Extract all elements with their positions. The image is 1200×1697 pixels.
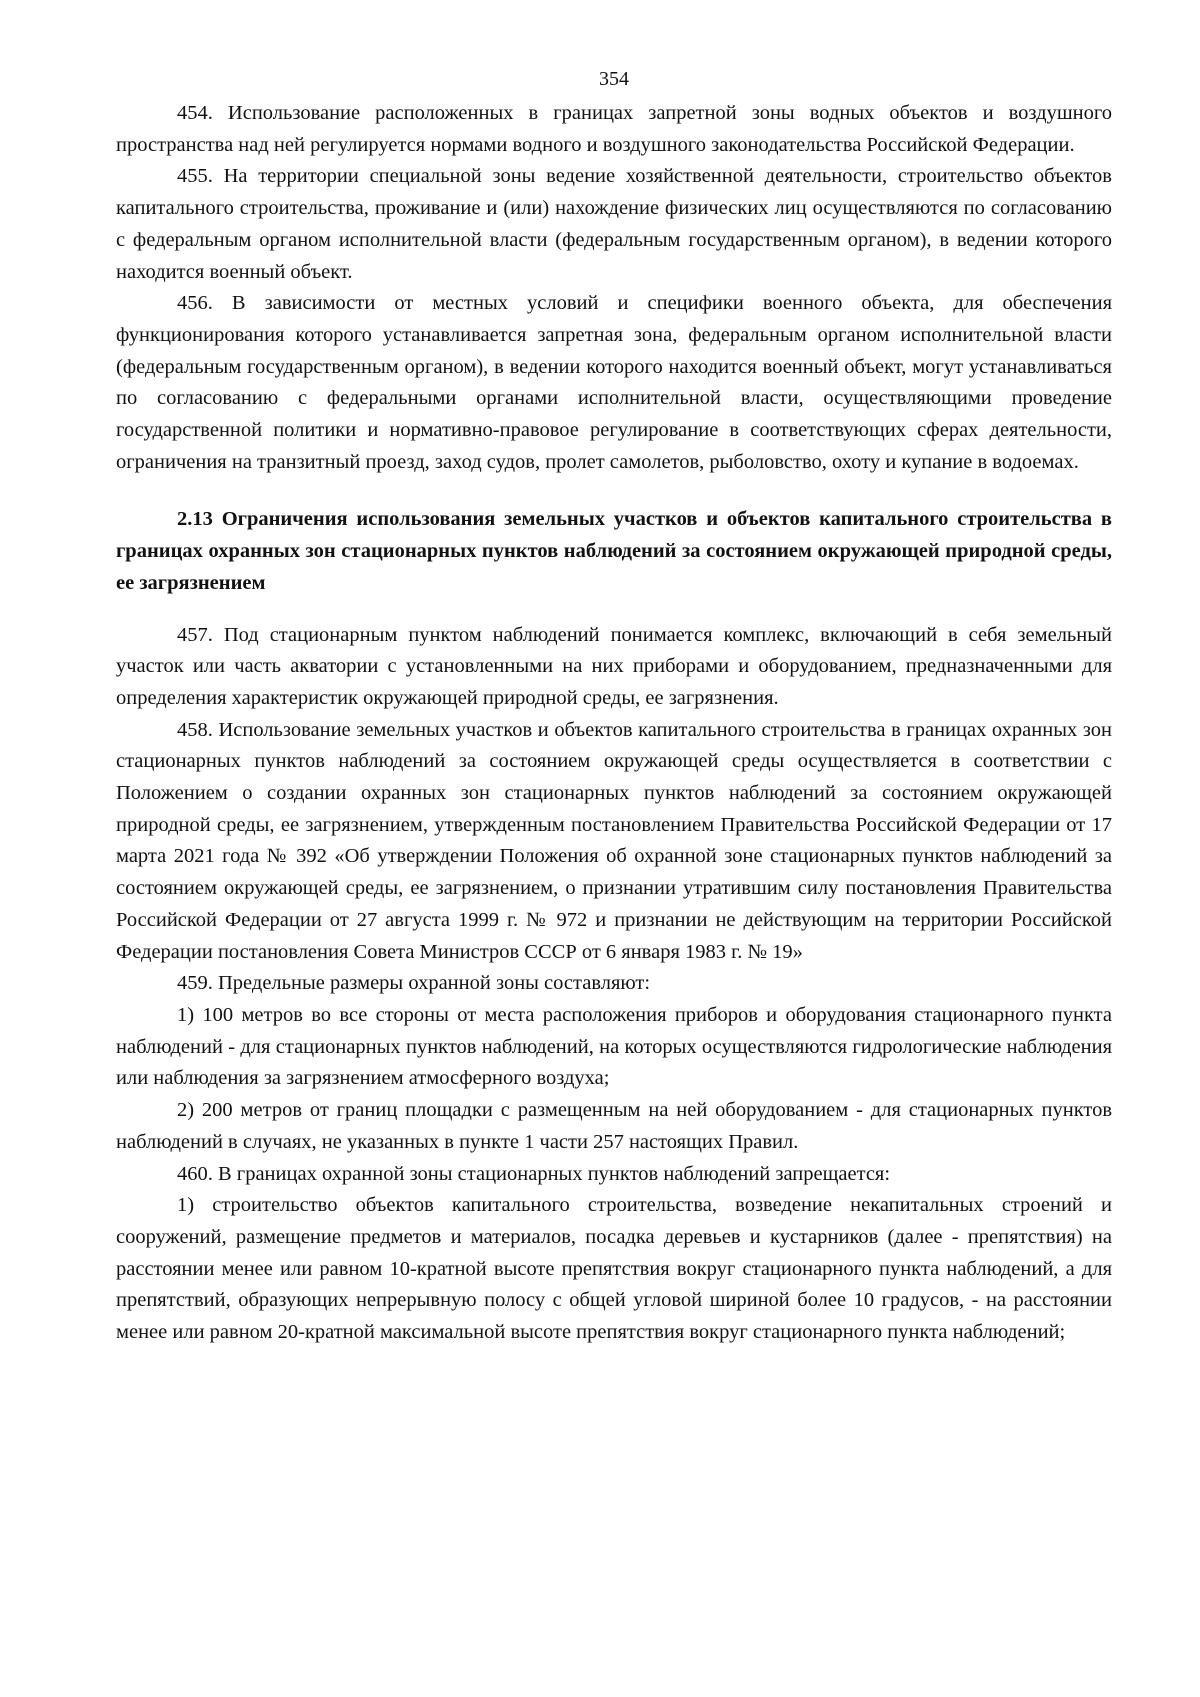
paragraph-455: 455. На территории специальной зоны ведение хозяйственной деятельности, строительство объектов капитального строительства, проживание и (или) нахождение физических лиц осуществляются по согласованию с федеральным органом исполнительной власти (федеральным государственным органом), в ведении которого находится военный объект. — [116, 165, 1112, 283]
page-number: 354 — [599, 68, 629, 90]
paragraph-459: 459. Предельные размеры охранной зоны составляют: — [177, 972, 651, 995]
document-page — [116, 66, 1112, 1349]
paragraph-460-item-1: 1) строительство объектов капитального строительства, возведение некапитальных строений и сооружений, размещение предметов и материалов, посадка деревьев и кустарников (далее - препятствия) на расстоянии менее или равном 10-кратной высоте препятствия вокруг стационарного пункта наблюдений, а для препятствий, образующих непрерывную полосу с общей угловой шириной более 10 градусов, - на расстоянии менее или равном 20-кратной максимальной высоте препятствия вокруг стационарного пункта наблюдений; — [116, 1194, 1112, 1344]
paragraph-460: 460. В границах охранной зоны стационарных пунктов наблюдений запрещается: — [177, 1162, 891, 1185]
section-heading-2-13: 2.13 Ограничения использования земельных участков и объектов капитального строительства в границах охранных зон стационарных пунктов наблюдений за состоянием окружающей природной среды, ее загрязнением — [116, 508, 1112, 594]
paragraph-459-item-1: 1) 100 метров во все стороны от места расположения приборов и оборудования стационарного пункта наблюдений - для стационарных пунктов наблюдений, на которых осуществляются гидрологические наблюдения или наблюдения за загрязнением атмосферного воздуха; — [116, 1003, 1112, 1090]
paragraph-456: 456. В зависимости от местных условий и специфики военного объекта, для обеспечения функционирования которого устанавливается запретная зона, федеральным органом исполнительной власти (федеральным государственным органом), в ведении которого находится военный объект, могут устанавливаться по согласованию с федеральными органами исполнительной власти, осуществляющими проведение государственной политики и нормативно-правовое регулирование в соответствующих сферах деятельности, ограничения на транзитный проезд, заход судов, пролет самолетов, рыболовство, охоту и купание в водоемах. — [116, 292, 1112, 473]
paragraph-458: 458. Использование земельных участков и объектов капитального строительства в границах охранных зон стационарных пунктов наблюдений за состоянием окружающей среды осуществляется в соответствии с Положением о создании охранных зон стационарных пунктов наблюдений за состоянием окружающей природной среды, ее загрязнением, утвержденным постановлением Правительства Российской Федерации от 17 марта 2021 года № 392 «Об утверждении Положения об охранной зоне стационарных пунктов наблюдений за состоянием окружающей среды, ее загрязнением, о признании утратившим силу постановления Правительства Российской Федерации от 27 августа 1999 г. № 972 и признании не действующим на территории Российской Федерации постановления Совета Министров СССР от 6 января 1983 г. № 19» — [116, 718, 1112, 963]
paragraph-457: 457. Под стационарным пунктом наблюдений понимается комплекс, включающий в себя земельный участок или часть акватории с установленными на них приборами и оборудованием, предназначенными для определения характеристик окружающей природной среды, ее загрязнения. — [116, 623, 1112, 709]
paragraph-454: 454. Использование расположенных в границах запретной зоны водных объектов и воздушного пространства над ней регулируется нормами водного и воздушного законодательства Российской Федерации. — [116, 102, 1112, 156]
paragraph-459-item-2: 2) 200 метров от границ площадки с размещенным на ней оборудованием - для стационарных пунктов наблюдений в случаях, не указанных в пункте 1 части 257 настоящих Правил. — [116, 1099, 1112, 1153]
